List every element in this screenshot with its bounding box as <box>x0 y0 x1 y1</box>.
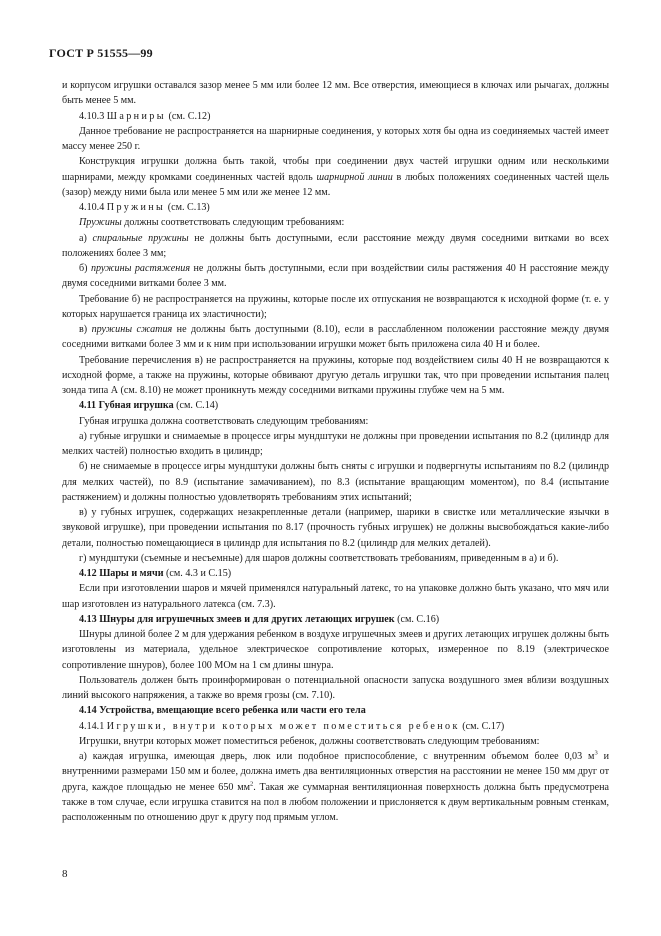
section-number: 4.14.1 <box>79 720 105 732</box>
section-ref: (см. 4.3 и С.15) <box>163 568 232 579</box>
section-number: 4.10.3 <box>79 110 105 122</box>
list-item-d: г) мундштуки (съемные и несъемные) для шаров должны соответствовать требованиям, приведенным в а) и б). <box>79 552 559 564</box>
section-ref: (см. С.14) <box>173 400 219 412</box>
list-item-b: б) не снимаемые в процессе игры мундштуки должны быть сняты с игрушки и подвергнуты испытаниям по 8.2 (цилиндр для мелких частей), по 8.9 (испытание замачиванием), по 8.3 (испытание вращающим моментом), по 8.4 (испытание растяжением) и должны полностью удовлетворять требованиям этих испытаний; <box>62 461 609 503</box>
paragraph: Губная игрушка должна соответствовать следующим требованиям: <box>79 415 369 427</box>
section-number: 4.10.4 <box>79 202 105 213</box>
page-number: 8 <box>62 868 68 880</box>
section-heading-4-13 <box>62 612 609 627</box>
section-ref: (см. С.16) <box>394 613 440 625</box>
paragraph: Конструкция игрушки должна быть такой, чтобы при соединении двух частей игрушки одним или несколькими шарнирами, между кромками соединенных частей вдоль шарнирной линии в любых положениях соединенных частей щель (зазор) между ними была или менее 5 мм или же менее 12 мм. <box>62 156 610 198</box>
section-title: 4.13 Шнуры для игрушечных змеев и для других летающих игрушек <box>79 613 395 625</box>
section-heading-4-10-3 <box>62 109 609 124</box>
list-item-a: а) губные игрушки и снимаемые в процессе игры мундштуки не должны при проведении испытания по 8.2 (цилиндр для мелких частей) полностью входить в цилиндр; <box>62 430 609 457</box>
list-item-a: а) каждая игрушка, имеющая дверь, люк или подобное приспособление, с внутренним объемом более 0,03 $м^3$ и внутренними размерами 150 мм и более, должна иметь два вентиляционных отверстия на расстоянии не менее 150 мм друг от друга, каждое площадью не менее 650 $мм^2$. Такая же суммарная вентиляционная поверхность должна быть предусмотрена также в том случае, если игрушка ставится на пол в любом положении и прислоняется к двум вертикальным ровным стенкам, расположенным по отношению друг к другу под прямым углом. <box>62 749 609 823</box>
section-title: 4.14 Устройства, вмещающие всего ребенка или части его тела <box>79 705 366 717</box>
section-ref: (см. С.12) <box>168 110 211 122</box>
paragraph: и корпусом игрушки оставался зазор менее 5 мм или более 12 мм. Все отверстия, имеющиеся в ключах или рычагах, должны быть менее 5 мм. <box>62 80 609 107</box>
section-ref: (см. С.13) <box>167 202 210 213</box>
section-title: 4.12 Шары и мячи <box>79 568 164 579</box>
list-item-c: в) пружины сжатия не должны быть доступными (8.10), если в расслабленном положении расстояние между двумя соседними витками более 3 мм и к ним при использовании игрушки может быть приложена сила 40 Н и более. <box>62 324 609 351</box>
paragraph: Требование б) не распространяется на пружины, которые после их отпускания не возвращаются к исходной форме (т. е. у которых нарушается граница их эластичности); <box>62 293 609 320</box>
paragraph: Пружины должны соответствовать следующим требованиям: <box>79 217 345 229</box>
section-title: Игрушки, внутри которых может поместиться ребенок <box>106 720 460 732</box>
section-title: Пружины <box>106 202 166 213</box>
section-heading-4-14-1 <box>62 719 609 734</box>
paragraph: Шнуры длиной более 2 м для удержания ребенком в воздухе игрушечных змеев и других летающих игрушек должны быть изготовлены из материала, удельное электрическое сопротивление которых, измеренное по 8.19 (электрическое сопротивление шнуров), более 100 МОм на 1 см длины шнура. <box>62 629 609 671</box>
paragraph: Игрушки, внутри которых может поместиться ребенок, должны соответствовать следующим требованиям: <box>79 735 540 747</box>
section-heading-4-14 <box>62 703 609 718</box>
section-ref: (см. С.17) <box>462 720 505 732</box>
list-item-c: в) у губных игрушек, содержащих незакрепленные детали (например, шарики в свистке или металлические язычки в звуковой игрушке), при проведении испытания по 8.17 (прочность губных игрушек) не должны высвобождаться какие-либо детали, полностью помещающиеся в цилиндр для испытания по 8.2 (цилиндр для мелких деталей). <box>62 507 609 549</box>
document-body <box>62 78 609 825</box>
list-item-b: б) пружины растяжения не должны быть доступными, если при воздействии силы растяжения 40 Н расстояние между двумя соседними витками более 3 мм. <box>62 263 610 290</box>
paragraph: Если при изготовлении шаров и мячей применялся натуральный латекс, то на упаковке должно быть указано, что мяч или шар изготовлен из натурального латекса (см. 7.3). <box>62 583 609 610</box>
section-title: 4.11 Губная игрушка <box>79 400 174 412</box>
document-header: ГОСТ Р 51555—99 <box>49 46 153 60</box>
section-heading-4-10-4 <box>62 200 609 215</box>
section-title: Шарниры <box>106 110 166 122</box>
section-heading-4-12 <box>62 566 609 581</box>
paragraph: Данное требование не распространяется на шарнирные соединения, у которых хотя бы одна из соединяемых частей имеет массу менее 250 г. <box>62 125 609 152</box>
paragraph: Требование перечисления в) не распространяется на пружины, которые под воздействием силы 40 Н не возвращаются к исходной форме, а также на пружины, которые обвивают другую деталь игрушки так, что при проведении испытания палец зонда типа А (см. 8.10) не может проникнуть между соседними витками пружины глубже чем на 5 мм. <box>62 354 609 396</box>
section-heading-4-11 <box>62 398 609 413</box>
paragraph: Пользователь должен быть проинформирован о потенциальной опасности запуска воздушного змея вблизи воздушных линий высокого напряжения, а также во время грозы (см. 7.10). <box>62 674 609 701</box>
list-item-a: а) спиральные пружины не должны быть доступными, если расстояние между двумя соседними витками во всех положениях более 3 мм; <box>62 232 610 259</box>
